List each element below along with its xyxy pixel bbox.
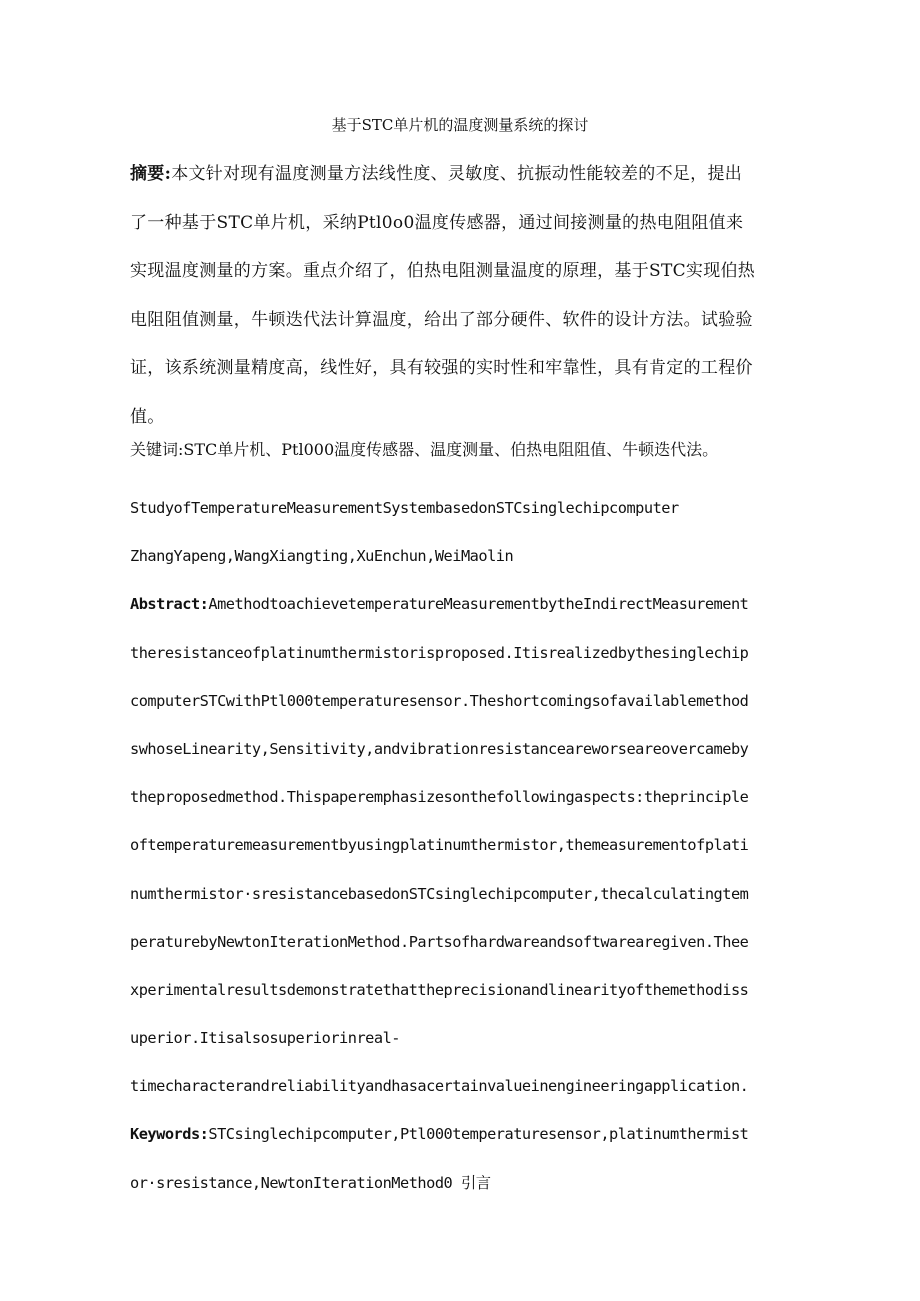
keywords-en-line: [130, 1110, 810, 1158]
keywords-en-text: STCsinglechipcomputer,Ptl000temperaturesensor,platinumthermist: [208, 1125, 749, 1144]
keywords-en-line: or·sresistance,NewtonIterationMethod0 引言: [130, 1173, 491, 1192]
abstract-cn-label: 摘要:: [130, 164, 172, 184]
abstract-en-line: theresistanceofplatinumthermistorisproposed.Itisrealizedbythesinglechip: [130, 643, 749, 662]
keywords-cn: 关键词:STC单片机、Ptl000温度传感器、温度测量、伯热电阻阻值、牛顿迭代法。: [130, 440, 719, 459]
abstract-en-line: swhoseLinearity,Sensitivity,andvibrationresistanceareworseareovercameby: [130, 739, 749, 758]
abstract-en-text: AmethodtoachievetemperatureMeasurementbytheIndirectMeasurement: [208, 595, 749, 614]
abstract-cn-line: 证，该系统测量精度高，线性好，具有较强的实时性和牢靠性，具有肯定的工程价: [130, 358, 753, 378]
abstract-cn-line: 了一种基于STC单片机，采纳Ptl0o0温度传感器，通过间接测量的热电阻阻值来: [130, 212, 744, 233]
abstract-en-line: oftemperaturemeasurementbyusingplatinumthermistor,themeasurementofplati: [130, 836, 749, 855]
abstract-cn-line: 电阻阻值测量，牛顿迭代法计算温度，给出了部分硬件、软件的设计方法。试验验: [130, 309, 753, 330]
authors: ZhangYapeng,WangXiangting,XuEnchun,WeiMaolin: [130, 547, 514, 566]
abstract-en-line: xperimentalresultsdemonstratethattheprecisionandlinearityofthemethodiss: [130, 980, 749, 999]
abstract-cn-line: 值。: [130, 406, 165, 427]
abstract-cn: [130, 150, 800, 441]
abstract-en-line: peraturebyNewtonIterationMethod.Partsofhardwareandsoftwarearegiven.Thee: [130, 932, 749, 951]
abstract-en-line: theproposedmethod.Thispaperemphasizesonthefollowingaspects:theprinciple: [130, 788, 749, 807]
english-section: [130, 484, 810, 1207]
abstract-cn-text: 本文针对现有温度测量方法线性度、灵敏度、抗振动性能较差的不足，提出: [171, 164, 743, 184]
abstract-en-line: timecharacterandreliabilityandhasacertainvalueinengineeringapplication.: [130, 1077, 749, 1096]
abstract-cn-line: 实现温度测量的方案。重点介绍了，伯热电阻测量温度的原理，基于STC实现伯热: [130, 261, 756, 281]
paper-title-en: StudyofTemperatureMeasurementSystembasedonSTCsinglechipcomputer: [130, 499, 679, 517]
abstract-en-line: uperior.Itisalsosuperiorinreal-: [130, 1029, 400, 1048]
paper-title-cn: 基于STC单片机的温度测量系统的探讨: [331, 116, 589, 134]
abstract-en-line: [130, 580, 810, 628]
abstract-en-label: Abstract:: [130, 595, 209, 614]
abstract-en-line: computerSTCwithPtl000temperaturesensor.Theshortcomingsofavailablemethod: [130, 691, 749, 710]
abstract-cn-line: [130, 150, 800, 199]
keywords-en-label: Keywords:: [130, 1125, 209, 1144]
abstract-en-line: numthermistor·sresistancebasedonSTCsinglechipcomputer,thecalculatingtem: [130, 884, 749, 903]
